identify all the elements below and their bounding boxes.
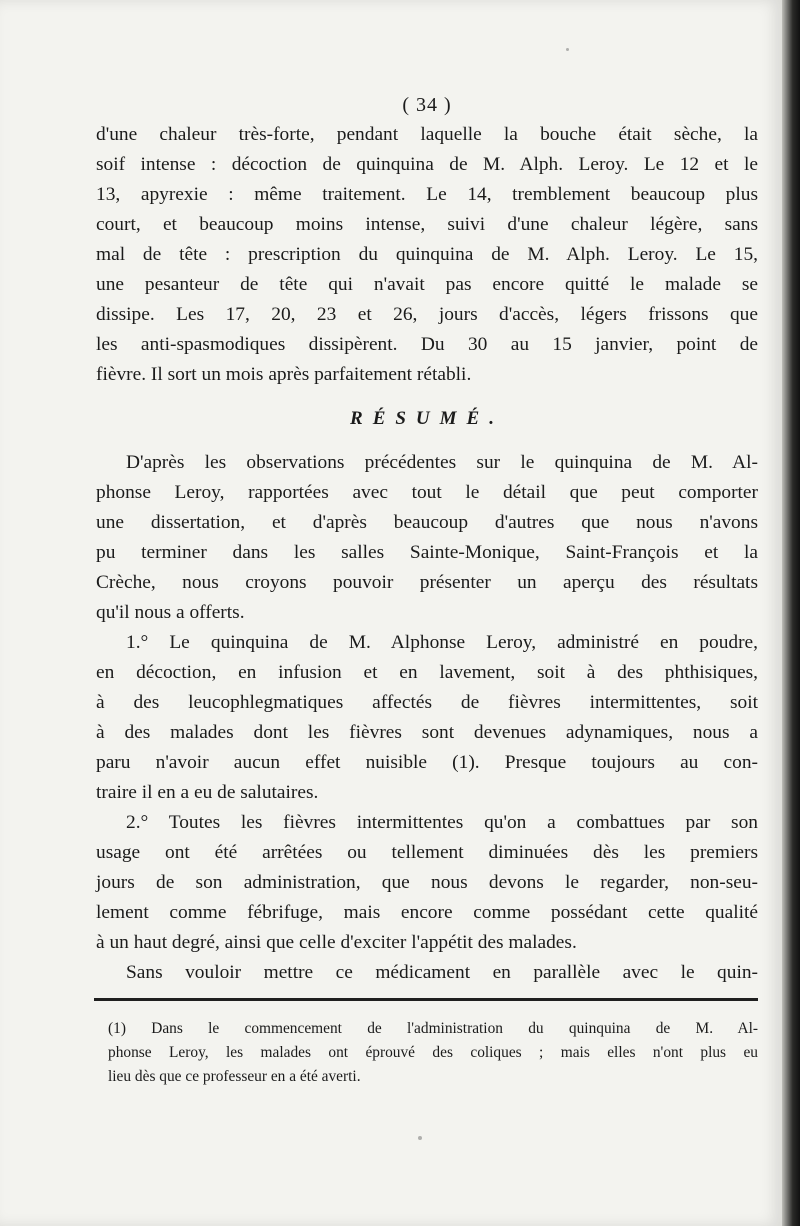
paragraph-line: lement comme fébrifuge, mais encore comme possédant cette qualité bbox=[96, 902, 758, 923]
paragraph-line: 13, apyrexie : même traitement. Le 14, tremblement beaucoup plus bbox=[96, 184, 758, 205]
paper-speck bbox=[418, 1136, 422, 1140]
paragraph-3 bbox=[96, 628, 758, 808]
paragraph-line: en décoction, en infusion et en lavement, soit à des phthisiques, bbox=[96, 662, 758, 683]
paragraph-line: mal de tête : prescription du quinquina de M. Alph. Leroy. Le 15, bbox=[96, 244, 758, 265]
footnote-line: phonse Leroy, les malades ont éprouvé des coliques ; mais elles n'ont plus eu bbox=[108, 1044, 758, 1061]
paragraph-line: paru n'avoir aucun effet nuisible (1). Presque toujours au con- bbox=[96, 752, 758, 773]
paragraph-line: une dissertation, et d'après beaucoup d'autres que nous n'avons bbox=[96, 512, 758, 533]
page-edge bbox=[782, 0, 800, 1226]
section-title: RÉSUMÉ. bbox=[350, 408, 504, 429]
page-text bbox=[96, 90, 758, 1089]
paragraph-4 bbox=[96, 808, 758, 958]
paragraph-line: court, et beaucoup moins intense, suivi d'une chaleur légère, sans bbox=[96, 214, 758, 235]
paragraph-line: pu terminer dans les salles Sainte-Monique, Saint-François et la bbox=[96, 542, 758, 563]
footnote bbox=[96, 1017, 758, 1089]
paragraph-line: usage ont été arrêtées ou tellement diminuées dès les premiers bbox=[96, 842, 758, 863]
paragraph-line: une pesanteur de tête qui n'avait pas encore quitté le malade se bbox=[96, 274, 758, 295]
page-number: ( 34 ) bbox=[402, 94, 452, 116]
paragraph-line: 1.° Le quinquina de M. Alphonse Leroy, administré en poudre, bbox=[126, 632, 758, 653]
paragraph-2 bbox=[96, 448, 758, 628]
footnote-rule bbox=[94, 998, 758, 1001]
paragraph-line: les anti-spasmodiques dissipèrent. Du 30 au 15 janvier, point de bbox=[96, 334, 758, 355]
paragraph-line: soif intense : décoction de quinquina de M. Alph. Leroy. Le 12 et le bbox=[96, 154, 758, 175]
paragraph-line: 2.° Toutes les fièvres intermittentes qu'on a combattues par son bbox=[126, 812, 758, 833]
paragraph-line: fièvre. Il sort un mois après parfaitement rétabli. bbox=[96, 364, 472, 385]
paragraph-line: traire il en a eu de salutaires. bbox=[96, 782, 319, 803]
paragraph-line: d'une chaleur très-forte, pendant laquelle la bouche était sèche, la bbox=[96, 124, 758, 145]
paragraph-line: à un haut degré, ainsi que celle d'exciter l'appétit des malades. bbox=[96, 932, 577, 953]
paper-speck bbox=[566, 48, 569, 51]
paragraph-line: à des leucophlegmatiques affectés de fièvres intermittentes, soit bbox=[96, 692, 758, 713]
footnote-line: (1) Dans le commencement de l'administration du quinquina de M. Al- bbox=[108, 1020, 758, 1037]
paragraph-line: Sans vouloir mettre ce médicament en parallèle avec le quin- bbox=[126, 962, 758, 983]
paragraph-line: à des malades dont les fièvres sont devenues adynamiques, nous a bbox=[96, 722, 758, 743]
paragraph-line: dissipe. Les 17, 20, 23 et 26, jours d'accès, légers frissons que bbox=[96, 304, 758, 325]
paragraph-line: qu'il nous a offerts. bbox=[96, 602, 245, 623]
paragraph-1 bbox=[96, 120, 758, 390]
paragraph-line: Crèche, nous croyons pouvoir présenter un aperçu des résultats bbox=[96, 572, 758, 593]
footnote-line: lieu dès que ce professeur en a été averti. bbox=[108, 1068, 361, 1085]
paragraph-5 bbox=[96, 958, 758, 988]
paragraph-line: D'après les observations précédentes sur le quinquina de M. Al- bbox=[126, 452, 758, 473]
paragraph-line: phonse Leroy, rapportées avec tout le détail que peut comporter bbox=[96, 482, 758, 503]
paragraph-line: jours de son administration, que nous devons le regarder, non-seu- bbox=[96, 872, 758, 893]
